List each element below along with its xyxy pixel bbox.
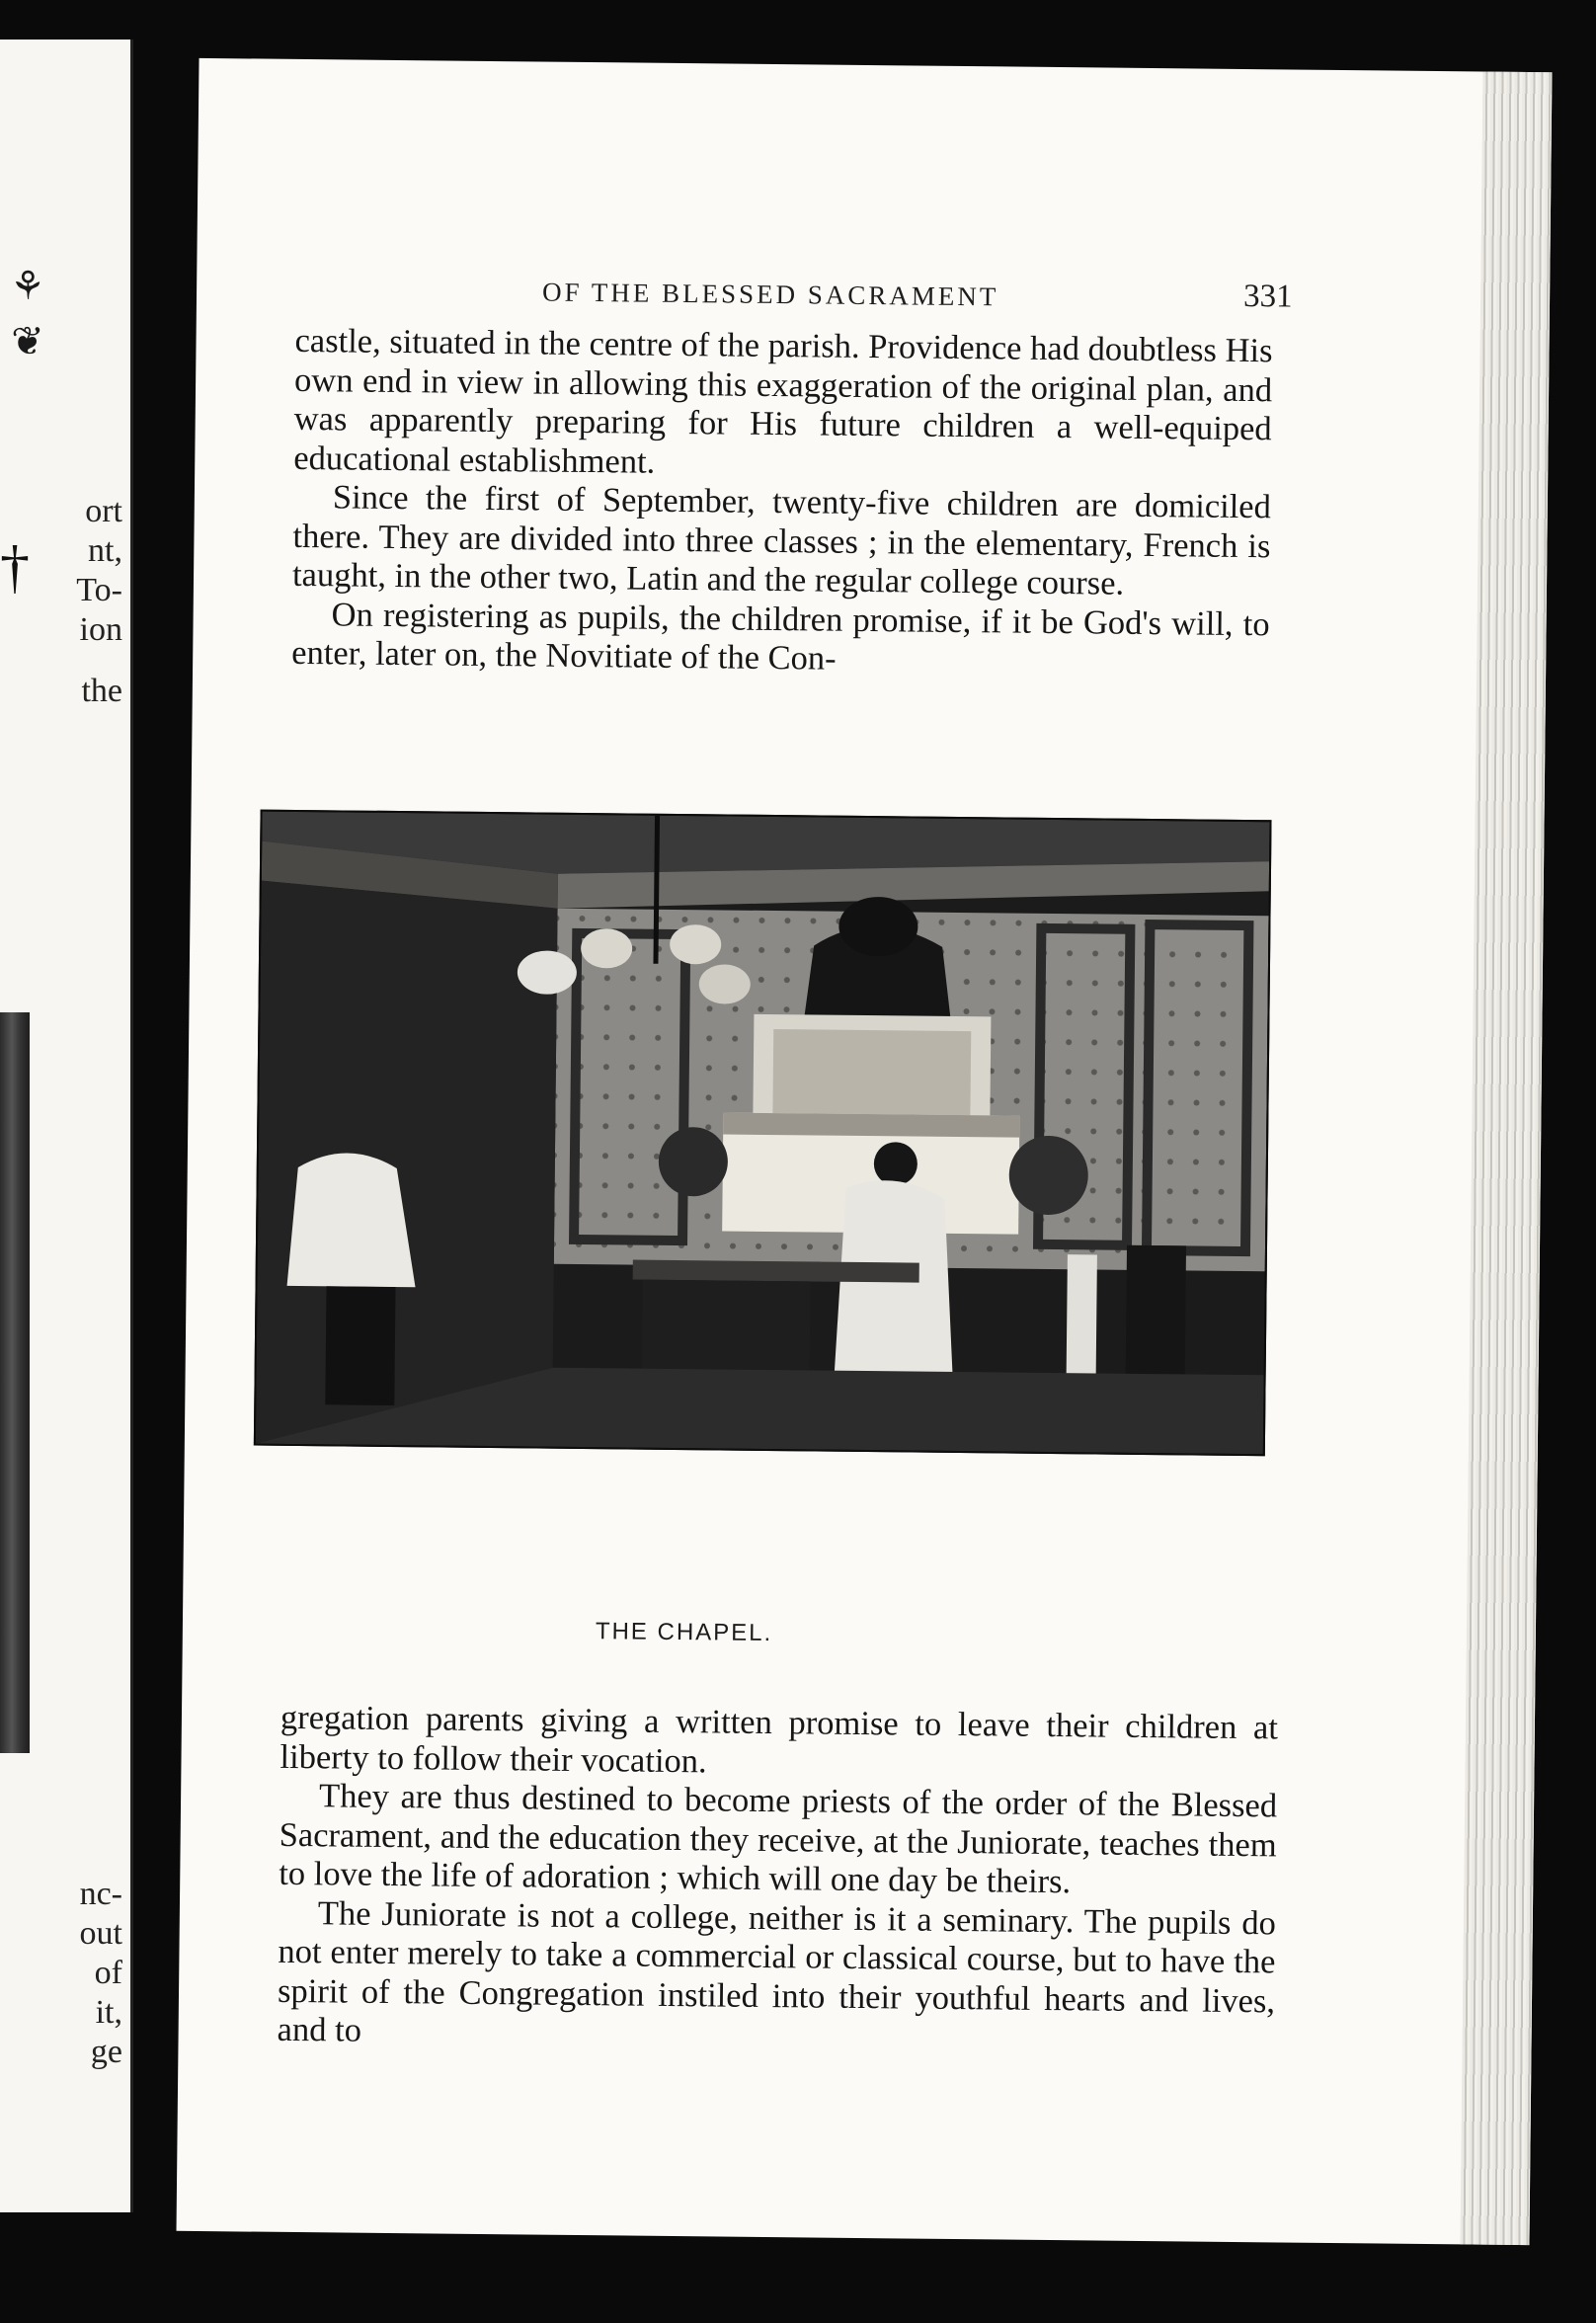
figure-caption: THE CHAPEL. xyxy=(595,1618,773,1647)
page-edge-stack xyxy=(1460,72,1552,2246)
left-page-letter-fragment: † xyxy=(0,534,30,600)
left-page-fragment: out xyxy=(79,1915,122,1952)
left-page-fragment: ort xyxy=(85,493,122,529)
chapel-photograph-image xyxy=(256,812,1270,1455)
left-page-photo-edge xyxy=(0,1012,30,1753)
chapel-photograph xyxy=(254,810,1272,1457)
left-page-fragment: To- xyxy=(76,572,122,608)
text-block-top xyxy=(291,322,1273,683)
text-block-bottom xyxy=(277,1699,1278,2060)
left-page-fragment: of xyxy=(94,1955,122,1991)
paragraph: castle, situated in the centre of the parish. Providence had doubtless His own end in view in allowing this exaggeration of the original plan, and was apparently preparing for His future children a well-equiped educational establishment. xyxy=(293,321,1273,481)
left-page-fragment: nc- xyxy=(79,1876,122,1912)
paragraph: On registering as pupils, the children promise, if it be God's will, to enter, later on, the Novitiate of the Con- xyxy=(291,595,1270,678)
paragraph: gregation parents giving a written promise to leave their children at liberty to follow their vocation. xyxy=(279,1698,1279,1780)
left-page-fragment: the xyxy=(81,673,122,709)
page-number: 331 xyxy=(1242,278,1293,315)
paragraph: Since the first of September, twenty-five children are domiciled there. They are divided into three classes ; in the elementary, French is taught, in the other two, Latin and the regular college course. xyxy=(291,478,1272,602)
paragraph: The Juniorate is not a college, neither is it a seminary. The pupils do not enter merely to take a commercial or classical course, but to have the spirit of the Congregation instiled into their youthful hearts and lives, and to xyxy=(277,1893,1277,2049)
left-page-fragment: nt, xyxy=(88,532,122,569)
left-page-fragment: it, xyxy=(95,1994,122,2031)
left-facing-page xyxy=(0,40,133,2212)
left-page-fragment: ion xyxy=(79,611,122,648)
book-page xyxy=(177,58,1553,2245)
paragraph: They are thus destined to become priests of the order of the Blessed Sacrament, and the education they receive, at the Juniorate, teaches them to love the life of adoration ; which will one day be theirs. xyxy=(279,1777,1278,1901)
running-head: OF THE BLESSED SACRAMENT xyxy=(541,277,999,312)
floral-ornament-icon: ⚘ ❦ xyxy=(10,264,45,363)
left-page-fragment: ge xyxy=(90,2034,122,2070)
